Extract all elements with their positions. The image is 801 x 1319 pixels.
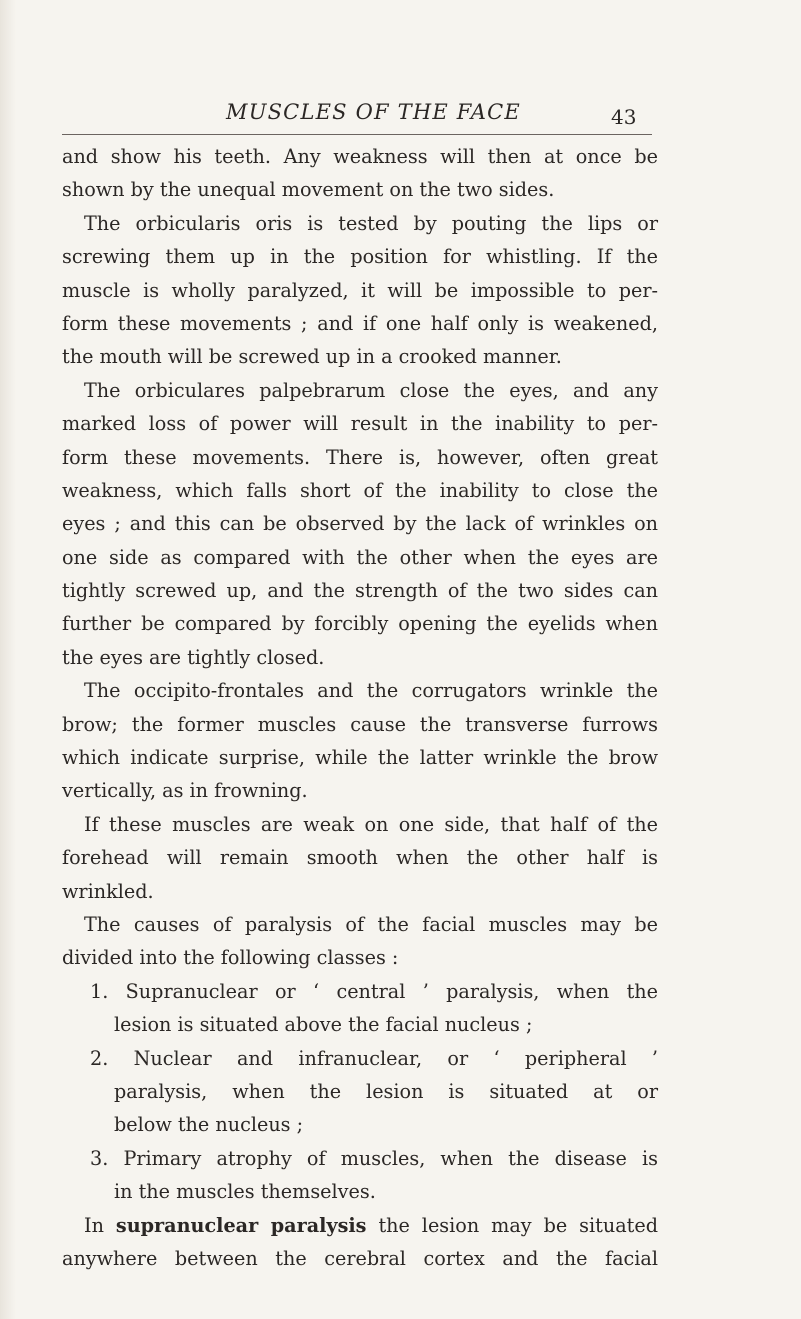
text-line: The orbiculares palpebrarum close the eyes, and any xyxy=(84,378,658,402)
page-number: 43 xyxy=(611,105,637,129)
list-item xyxy=(62,975,658,1008)
text-line: The orbicularis oris is tested by pouting the lips or xyxy=(84,211,658,235)
body-text xyxy=(62,140,658,1275)
text-line xyxy=(62,1209,658,1242)
text-line: eyes ; and this can be observed by the lack of wrinkles on xyxy=(62,512,658,536)
bold-term: supranuclear paralysis xyxy=(115,1213,367,1237)
text-line: anywhere between the cerebral cortex and the facial xyxy=(62,1246,658,1270)
text-run: In xyxy=(84,1213,104,1237)
text-line: vertically, as in frowning. xyxy=(62,779,308,803)
list-text: Nuclear and infranuclear, or ‘ peripheral ’ xyxy=(133,1046,658,1070)
text-line: the eyes are tightly closed. xyxy=(62,645,325,669)
text-line: form these movements. There is, however, often great xyxy=(62,445,658,469)
text-line: divided into the following classes : xyxy=(62,946,399,970)
text-line: in the muscles themselves. xyxy=(114,1180,376,1204)
text-line: If these muscles are weak on one side, that half of the xyxy=(84,812,658,836)
list-number: 1. xyxy=(90,979,109,1003)
page-gutter-shadow xyxy=(0,0,16,1319)
running-title: MUSCLES OF THE FACE xyxy=(226,100,521,124)
text-line: The occipito-frontales and the corrugators wrinkle the xyxy=(84,679,658,703)
text-line: weakness, which falls short of the inability to close the xyxy=(62,478,658,502)
text-line: and show his teeth. Any weakness will then at once be xyxy=(62,145,658,168)
text-line: lesion is situated above the facial nucleus ; xyxy=(114,1013,533,1037)
text-line: The causes of paralysis of the facial muscles may be xyxy=(84,912,658,936)
text-line: which indicate surprise, while the latter wrinkle the brow xyxy=(62,746,658,770)
text-line: below the nucleus ; xyxy=(114,1113,304,1137)
text-line: screwing them up in the position for whistling. If the xyxy=(62,245,658,269)
running-head xyxy=(62,94,652,130)
text-line: tightly screwed up, and the strength of the two sides can xyxy=(62,579,658,603)
list-item xyxy=(62,1142,658,1175)
text-line: shown by the unequal movement on the two sides. xyxy=(62,178,555,202)
text-line: muscle is wholly paralyzed, it will be impossible to per- xyxy=(62,278,658,302)
text-run: the lesion may be situated xyxy=(378,1213,658,1237)
list-text: Supranuclear or ‘ central ’ paralysis, when the xyxy=(125,979,658,1003)
text-line: wrinkled. xyxy=(62,879,154,903)
text-line: further be compared by forcibly opening the eyelids when xyxy=(62,612,658,636)
list-text: Primary atrophy of muscles, when the disease is xyxy=(123,1146,658,1170)
text-line: forehead will remain smooth when the other half is xyxy=(62,846,658,870)
text-line: paralysis, when the lesion is situated at or xyxy=(114,1079,658,1103)
text-line: brow; the former muscles cause the transverse furrows xyxy=(62,712,658,736)
list-item xyxy=(62,1042,658,1075)
list-number: 3. xyxy=(90,1146,109,1170)
list-number: 2. xyxy=(90,1046,109,1070)
text-line: marked loss of power will result in the inability to per- xyxy=(62,412,658,436)
text-line: one side as compared with the other when the eyes are xyxy=(62,545,658,569)
header-rule xyxy=(62,134,652,135)
text-line: form these movements ; and if one half only is weakened, xyxy=(62,311,658,335)
text-line: the mouth will be screwed up in a crooked manner. xyxy=(62,345,562,369)
